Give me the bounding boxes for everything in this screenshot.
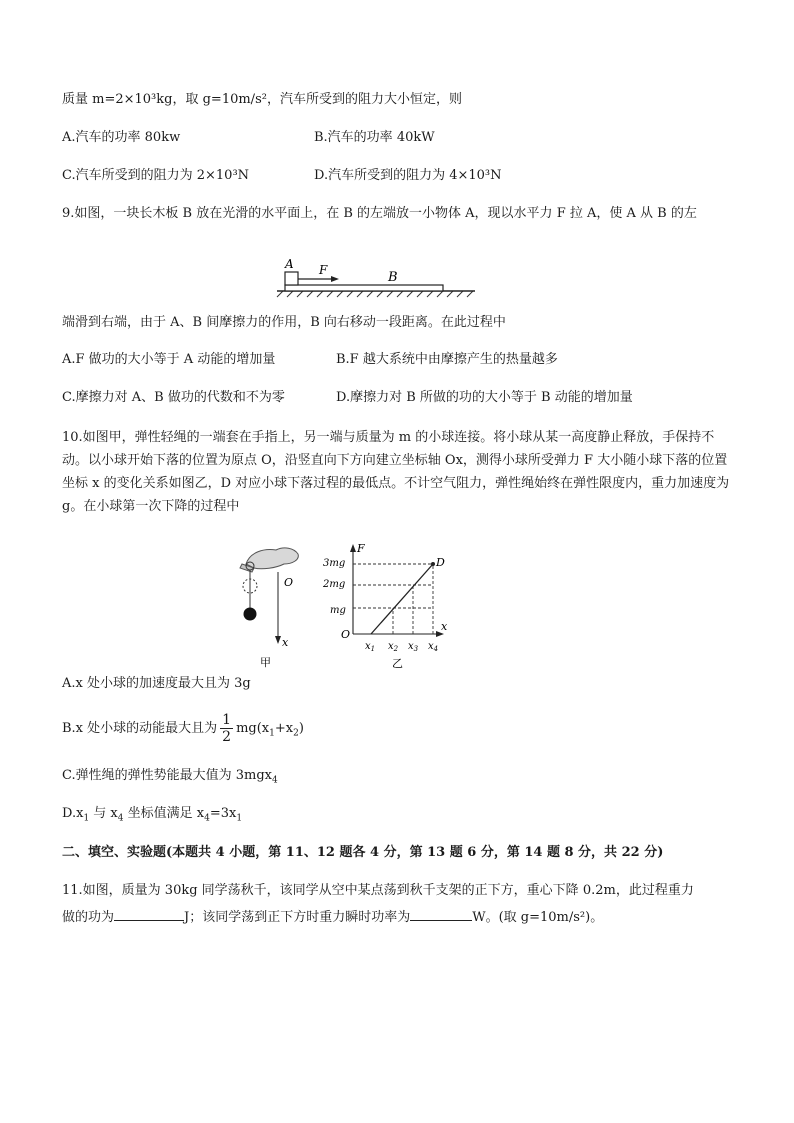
q11-line2-post: W。(取 g=10m/s²)。 — [472, 910, 604, 925]
q9-figure — [275, 252, 480, 302]
yi-tick-x3: $x_3$ — [408, 641, 419, 653]
q10-figure-jia — [232, 542, 312, 670]
q9-option-c: C.摩擦力对 A、B 做功的代数和不为零 — [62, 390, 285, 405]
yi-tick-x1: $x_1$ — [365, 641, 376, 653]
q10-stem: 10.如图甲，弹性轻绳的一端套在手指上，另一端与质量为 m 的小球连接。将小球从某一高度静止释放，手保持不动。以小球开始下落的位置为原点 O，沿竖直向下方向建立坐标轴 Ox，测得小球所受弹力 F 大小随小球下落的位置坐标 x 的变化关系如图乙，D 对应小球下落过程的最低点。不计空气阻力，弹性绳始终在弹性限度内，重力加速度为 g。在小球第一次下降的过程中 — [62, 430, 730, 514]
jia-label-o: O — [284, 576, 294, 589]
q8-option-d: D.汽车所受到的阻力为 4×10³N — [314, 168, 502, 183]
yi-origin: O — [341, 628, 351, 641]
q9-option-d: D.摩擦力对 B 所做的功的大小等于 B 动能的增加量 — [336, 390, 633, 405]
ground-hatching — [277, 291, 473, 297]
q10-option-b-post: $mg(x_1+x_2)$ — [236, 721, 304, 739]
yi-label-d: D — [436, 556, 445, 569]
answer-blank-work[interactable] — [114, 906, 184, 921]
hand-icon — [240, 548, 298, 572]
fraction-num: 1 — [222, 712, 232, 728]
q9-stem-part2: 端滑到右端，由于 A、B 间摩擦力的作用，B 向右移动一段距离。在此过程中 — [62, 315, 506, 330]
fraction-den: 2 — [222, 729, 232, 745]
yi-axis-f: F — [357, 542, 365, 555]
label-a: A — [285, 257, 294, 271]
jia-caption: 甲 — [260, 656, 271, 669]
q8-stem: 质量 m=2×10³kg，取 g=10m/s²，汽车所受到的阻力大小恒定，则 — [62, 92, 462, 107]
q10-figure-yi — [322, 540, 452, 672]
yi-y-axis-head — [350, 544, 356, 552]
q10-option-c: C.弹性绳的弹性势能最大值为 3mgx$_4$ — [62, 768, 278, 786]
fraction-one-half — [220, 712, 233, 745]
yi-force-line — [371, 564, 433, 634]
q11-line2-mid: J；该同学荡到正下方时重力瞬时功率为 — [184, 910, 411, 925]
label-f: F — [319, 263, 328, 277]
ball — [244, 608, 257, 621]
yi-guide-lines — [353, 564, 433, 634]
q10-option-d: $D.x_1$ 与 $x_4$ 坐标值满足 $x_4=3x_1$ — [62, 806, 243, 824]
x-axis-arrow-head — [275, 636, 281, 644]
yi-tick-x4: $x_4$ — [428, 641, 439, 653]
block-a — [285, 272, 298, 285]
jia-label-x: x — [282, 636, 289, 649]
label-b: B — [388, 270, 398, 285]
section2-heading: 二、填空、实验题(本题共 4 小题，第 11、12 题各 4 分，第 13 题 6 分，第 14 题 8 分，共 22 分) — [62, 845, 664, 860]
yi-tick-2mg: 2mg — [323, 579, 346, 590]
plank-b — [285, 285, 443, 291]
yi-caption: 乙 — [392, 657, 403, 670]
q10-option-b-pre: B.x 处小球的动能最大且为 — [62, 721, 218, 736]
q9-option-a: A.F 做功的大小等于 A 动能的增加量 — [62, 352, 276, 367]
q8-option-c: C.汽车所受到的阻力为 2×10³N — [62, 168, 250, 183]
q8-option-a: A.汽车的功率 80kw — [62, 130, 181, 145]
q10-option-a: A.x 处小球的加速度最大且为 3g — [62, 676, 251, 691]
q9-option-b: B.F 越大系统中由摩擦产生的热量越多 — [336, 352, 558, 367]
force-arrow-head — [331, 276, 339, 282]
q10-option-b — [62, 712, 304, 751]
answer-blank-power[interactable] — [410, 906, 472, 921]
yi-tick-3mg: 3mg — [323, 558, 346, 569]
yi-tick-x2: $x_2$ — [388, 641, 399, 653]
q11-line2-pre: 做的功为 — [62, 910, 115, 925]
yi-tick-mg: mg — [330, 605, 346, 616]
q11-line2 — [62, 906, 603, 928]
q11-line1: 11.如图，质量为 30kg 同学荡秋千，该同学从空中某点荡到秋千支架的正下方，重心下降 0.2m，此过程重力 — [62, 883, 694, 898]
q8-option-b: B.汽车的功率 40kW — [314, 130, 435, 145]
q9-stem-part1: 9.如图，一块长木板 B 放在光滑的水平面上，在 B 的左端放一小物体 A，现以水平力 F 拉 A，使 A 从 B 的左 — [62, 206, 697, 221]
yi-point-d — [431, 562, 435, 566]
yi-axis-x: x — [441, 620, 448, 633]
